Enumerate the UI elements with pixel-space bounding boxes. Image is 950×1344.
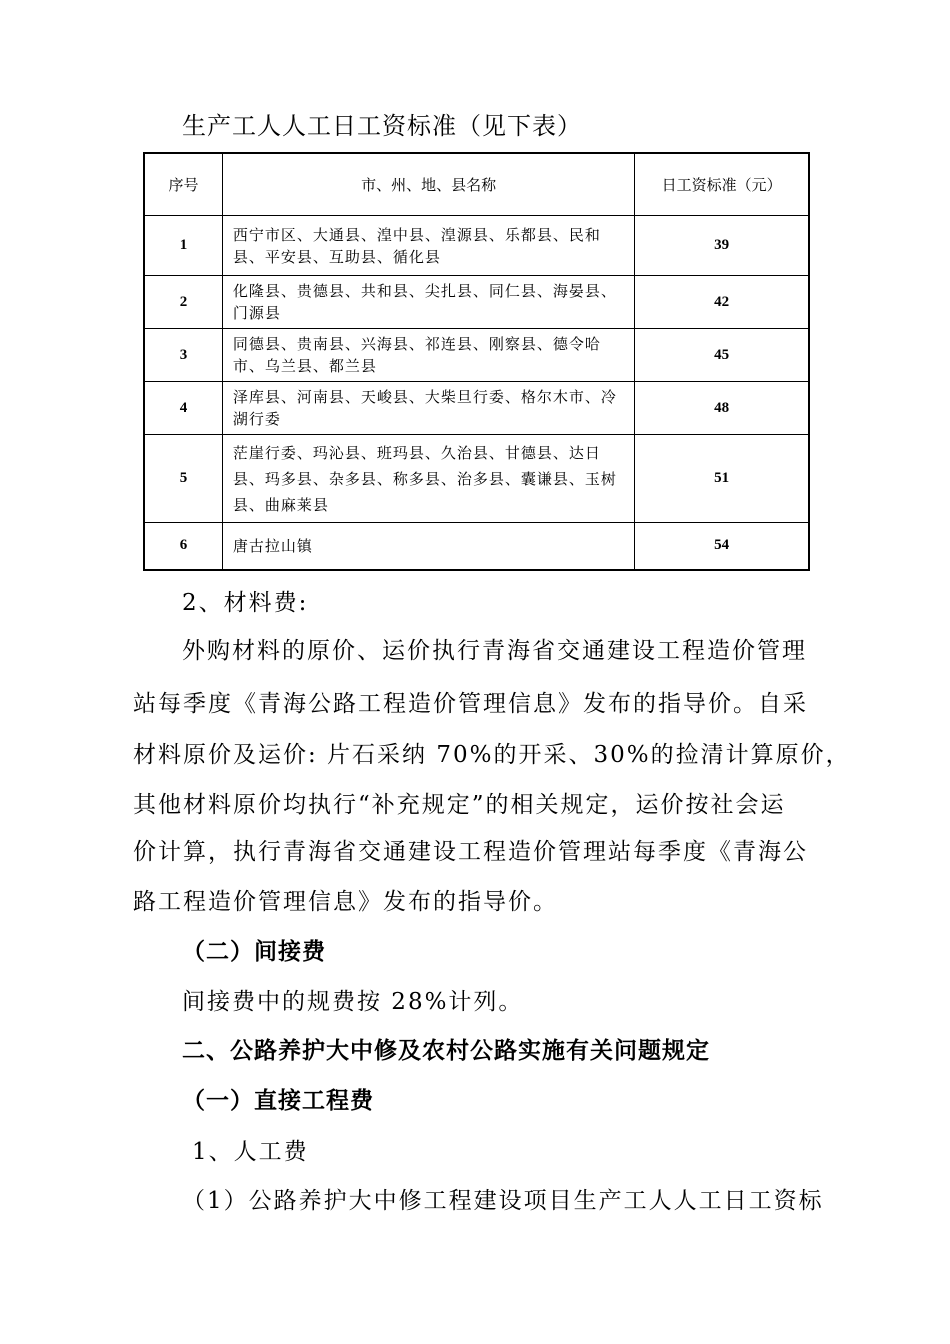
row-wage: 54 <box>635 523 809 570</box>
section-two-heading: 二、公路养护大中修及农村公路实施有关问题规定 <box>182 1038 710 1064</box>
row-index: 2 <box>144 276 222 329</box>
table-title: 生产工人人工日工资标准（见下表） <box>182 112 582 140</box>
table-row <box>144 435 809 523</box>
table-row <box>144 329 809 382</box>
direct-cost-heading: （一）直接工程费 <box>182 1088 374 1114</box>
labor-cost-text: （1）公路养护大中修工程建设项目生产工人人工日工资标 <box>182 1188 824 1214</box>
row-wage: 51 <box>635 435 809 523</box>
row-wage: 39 <box>635 216 809 276</box>
row-wage: 45 <box>635 329 809 382</box>
header-region: 市、州、地、县名称 <box>222 153 634 216</box>
wage-standard-table <box>143 152 810 571</box>
row-region: 西宁市区、大通县、湟中县、湟源县、乐都县、民和县、平安县、互助县、循化县 <box>222 216 634 276</box>
row-region: 化隆县、贵德县、共和县、尖扎县、同仁县、海晏县、门源县 <box>222 276 634 329</box>
table-row <box>144 523 809 570</box>
table-row <box>144 216 809 276</box>
row-index: 5 <box>144 435 222 523</box>
row-index: 6 <box>144 523 222 570</box>
row-region: 泽库县、河南县、天峻县、大柴旦行委、格尔木市、冷湖行委 <box>222 382 634 435</box>
table-row <box>144 276 809 329</box>
row-index: 1 <box>144 216 222 276</box>
table-row <box>144 382 809 435</box>
materials-heading: 2、材料费: <box>182 590 309 616</box>
row-wage: 42 <box>635 276 809 329</box>
row-wage: 48 <box>635 382 809 435</box>
materials-line-2: 站每季度《青海公路工程造价管理信息》发布的指导价。自采 <box>133 691 808 717</box>
materials-line-6: 路工程造价管理信息》发布的指导价。 <box>133 889 558 915</box>
row-index: 3 <box>144 329 222 382</box>
indirect-cost-heading: （二）间接费 <box>182 939 326 965</box>
materials-line-5: 价计算，执行青海省交通建设工程造价管理站每季度《青海公 <box>133 839 808 865</box>
materials-line-1: 外购材料的原价、运价执行青海省交通建设工程造价管理 <box>182 638 807 664</box>
row-region: 茫崖行委、玛沁县、班玛县、久治县、甘德县、达日县、玛多县、杂多县、称多县、治多县、囊谦县、玉树县、曲麻莱县 <box>222 435 634 523</box>
labor-cost-heading: 1、人工费 <box>192 1139 309 1165</box>
table-header-row <box>144 153 809 216</box>
indirect-cost-text: 间接费中的规费按 28%计列。 <box>182 989 524 1015</box>
header-index: 序号 <box>144 153 222 216</box>
materials-line-4: 其他材料原价均执行“补充规定”的相关规定，运价按社会运 <box>133 792 786 818</box>
row-index: 4 <box>144 382 222 435</box>
row-region: 唐古拉山镇 <box>222 523 634 570</box>
row-region: 同德县、贵南县、兴海县、祁连县、刚察县、德令哈市、乌兰县、都兰县 <box>222 329 634 382</box>
header-wage: 日工资标准（元） <box>635 153 809 216</box>
materials-line-3: 材料原价及运价: 片石采纳 70%的开采、30%的捡清计算原价， <box>133 742 851 768</box>
